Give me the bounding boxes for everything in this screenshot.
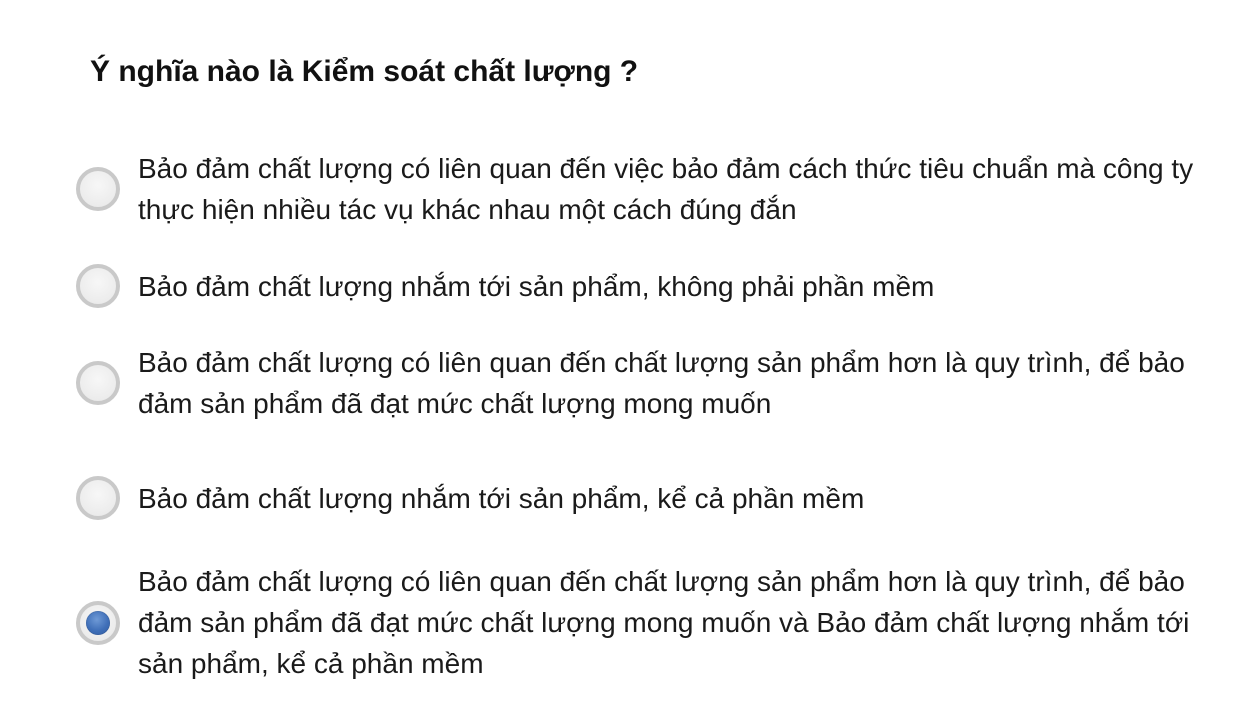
radio-dot-icon [86,611,110,635]
radio-button-1[interactable] [76,167,120,211]
option-3[interactable] [76,342,1216,424]
radio-button-4[interactable] [76,476,120,520]
radio-button-3[interactable] [76,361,120,405]
option-2[interactable] [76,264,1216,308]
radio-button-5[interactable] [76,601,120,645]
question-title: Ý nghĩa nào là Kiểm soát chất lượng ? [90,55,639,88]
option-5-label[interactable]: Bảo đảm chất lượng có liên quan đến chất lượng sản phẩm hơn là quy trình, để bảo đảm sản phẩm đã đạt mức chất lượng mong muốn và Bảo đảm chất lượng nhắm tới sản phẩm, kể cả phần mềm [138,566,1190,679]
option-5[interactable] [76,561,1216,684]
option-1[interactable] [76,148,1216,230]
option-4-label[interactable]: Bảo đảm chất lượng nhắm tới sản phẩm, kể cả phần mềm [138,482,865,514]
option-4[interactable] [76,476,1216,520]
option-1-label[interactable]: Bảo đảm chất lượng có liên quan đến việc bảo đảm cách thức tiêu chuẩn mà công ty thực hiện nhiều tác vụ khác nhau một cách đúng đắn [138,153,1194,225]
option-3-label[interactable]: Bảo đảm chất lượng có liên quan đến chất lượng sản phẩm hơn là quy trình, để bảo đảm sản phẩm đã đạt mức chất lượng mong muốn [138,347,1185,419]
option-2-label[interactable]: Bảo đảm chất lượng nhắm tới sản phẩm, không phải phần mềm [138,270,935,302]
radio-button-2[interactable] [76,264,120,308]
